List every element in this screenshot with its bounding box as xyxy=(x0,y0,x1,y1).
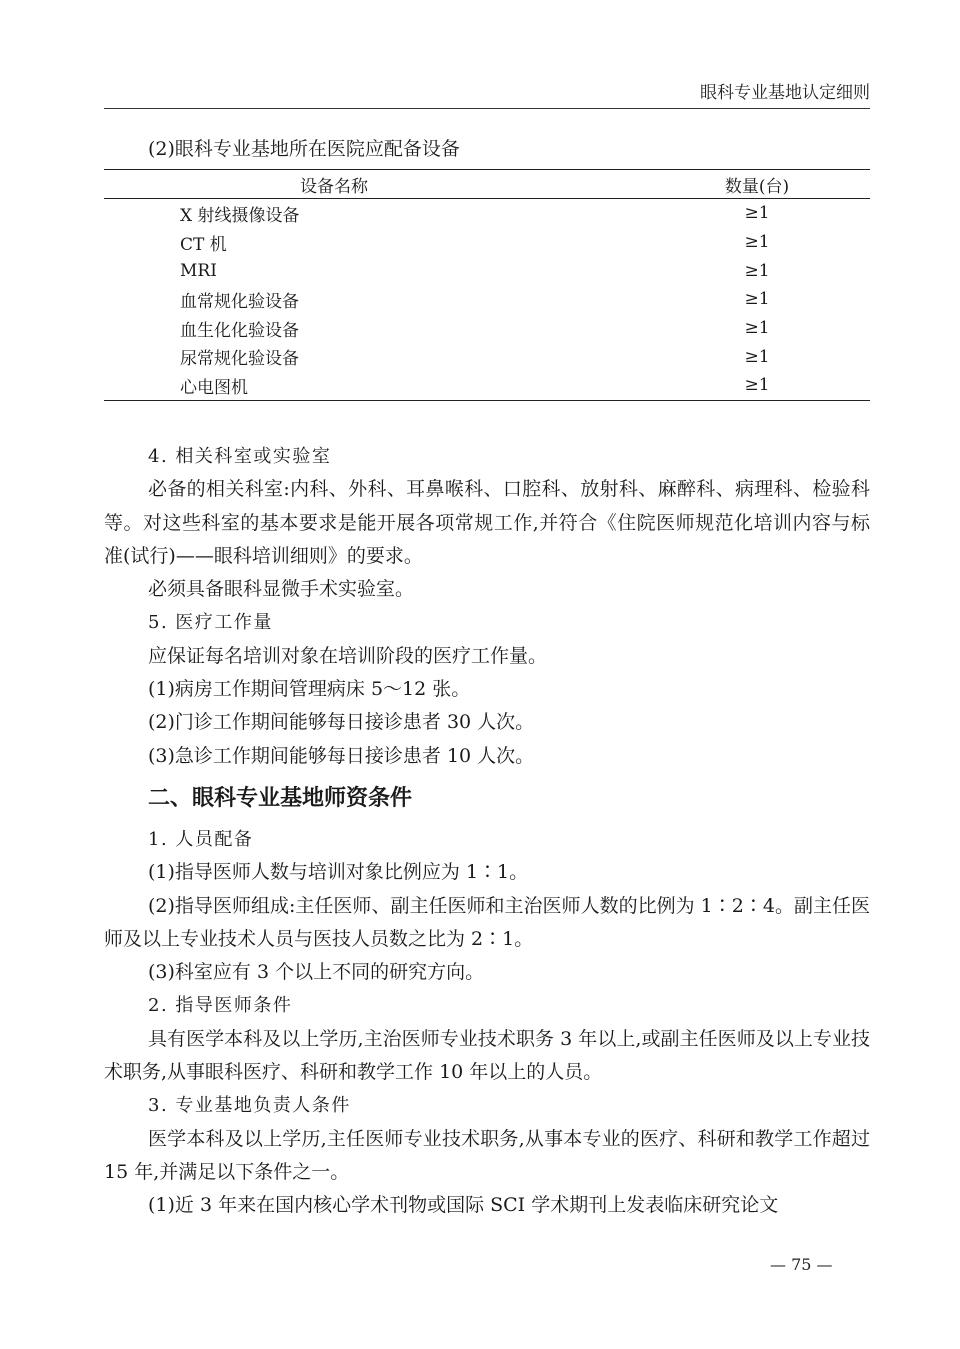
table-row xyxy=(104,256,870,285)
table-row xyxy=(104,228,870,257)
table-row xyxy=(104,199,870,228)
paragraph-workload-intro: 应保证每名培训对象在培训阶段的医疗工作量。 xyxy=(148,644,548,667)
equipment-name: MRI xyxy=(180,260,217,281)
equipment-quantity: ≥1 xyxy=(744,346,770,367)
equipment-table xyxy=(104,169,870,401)
page-number: — 75 — xyxy=(770,1255,833,1274)
subsection-heading-instructor-requirements: 2. 指导医师条件 xyxy=(148,995,293,1017)
equipment-name: 血常规化验设备 xyxy=(180,291,299,312)
table-caption: (2)眼科专业基地所在医院应配备设备 xyxy=(148,138,460,160)
equipment-quantity: ≥1 xyxy=(744,289,770,310)
table-row xyxy=(104,285,870,314)
paragraph-microsurgery-lab: 必须具备眼科显微手术实验室。 xyxy=(148,578,415,601)
subsection-heading-workload: 5. 医疗工作量 xyxy=(148,612,273,634)
body-text xyxy=(104,440,870,1223)
equipment-quantity: ≥1 xyxy=(744,260,770,281)
running-head-title: 眼科专业基地认定细则 xyxy=(700,83,870,103)
equipment-quantity: ≥1 xyxy=(744,318,770,339)
equipment-quantity: ≥1 xyxy=(744,375,770,396)
table-row xyxy=(104,371,870,400)
paragraph-instructor-requirements: 具有医学本科及以上学历,主治医师专业技术职务 3 年以上,或副主任医师及以上专业技术职务,从事眼科医疗、科研和教学工作 10 年以上的人员。 xyxy=(104,1027,870,1084)
equipment-name: 血生化化验设备 xyxy=(180,320,299,341)
paragraph-staff-ratio: (1)指导医师人数与培训对象比例应为 1∶1。 xyxy=(148,861,529,884)
equipment-quantity: ≥1 xyxy=(744,203,770,224)
paragraph-outpatient: (2)门诊工作期间能够每日接诊患者 30 人次。 xyxy=(148,711,535,734)
paragraph-ward-beds: (1)病房工作期间管理病床 5～12 张。 xyxy=(148,678,471,701)
column-header-name: 设备名称 xyxy=(300,176,368,197)
subsection-heading-director-requirements: 3. 专业基地负责人条件 xyxy=(148,1095,351,1117)
table-header-row xyxy=(104,170,870,199)
paragraph-staff-composition: (2)指导医师组成:主任医师、副主任医师和主治医师人数的比例为 1∶2∶4。副主任医师及以上专业技术人员与医技人员数之比为 2∶1。 xyxy=(104,894,870,950)
paragraph-emergency: (3)急诊工作期间能够每日接诊患者 10 人次。 xyxy=(148,744,535,767)
paragraph-required-departments: 必备的相关科室:内科、外科、耳鼻喉科、口腔科、放射科、麻醉科、病理科、检验科等。对这些科室的基本要求是能开展各项常规工作,并符合《住院医师规范化培训内容与标准(试行)——眼科培训细则》的要求。 xyxy=(104,478,870,567)
subsection-heading-related-departments: 4. 相关科室或实验室 xyxy=(148,446,332,467)
paragraph-research-directions: (3)科室应有 3 个以上不同的研究方向。 xyxy=(148,961,485,984)
equipment-name: X 射线摄像设备 xyxy=(180,205,300,226)
table-row xyxy=(104,342,870,371)
paragraph-director-condition-1: (1)近 3 年来在国内核心学术刊物或国际 SCI 学术期刊上发表临床研究论文 xyxy=(148,1194,779,1217)
section-heading-faculty: 二、眼科专业基地师资条件 xyxy=(148,785,413,811)
header-rule xyxy=(104,108,870,109)
equipment-name: 心电图机 xyxy=(180,377,248,398)
subsection-heading-staffing: 1. 人员配备 xyxy=(148,828,254,850)
paragraph-director-requirements: 医学本科及以上学历,主任医师专业技术职务,从事本专业的医疗、科研和教学工作超过 15 年,并满足以下条件之一。 xyxy=(104,1127,870,1183)
equipment-quantity: ≥1 xyxy=(744,232,770,253)
table-row xyxy=(104,314,870,343)
equipment-name: 尿常规化验设备 xyxy=(180,349,299,370)
column-header-quantity: 数量(台) xyxy=(724,176,790,197)
equipment-name: CT 机 xyxy=(180,234,227,255)
